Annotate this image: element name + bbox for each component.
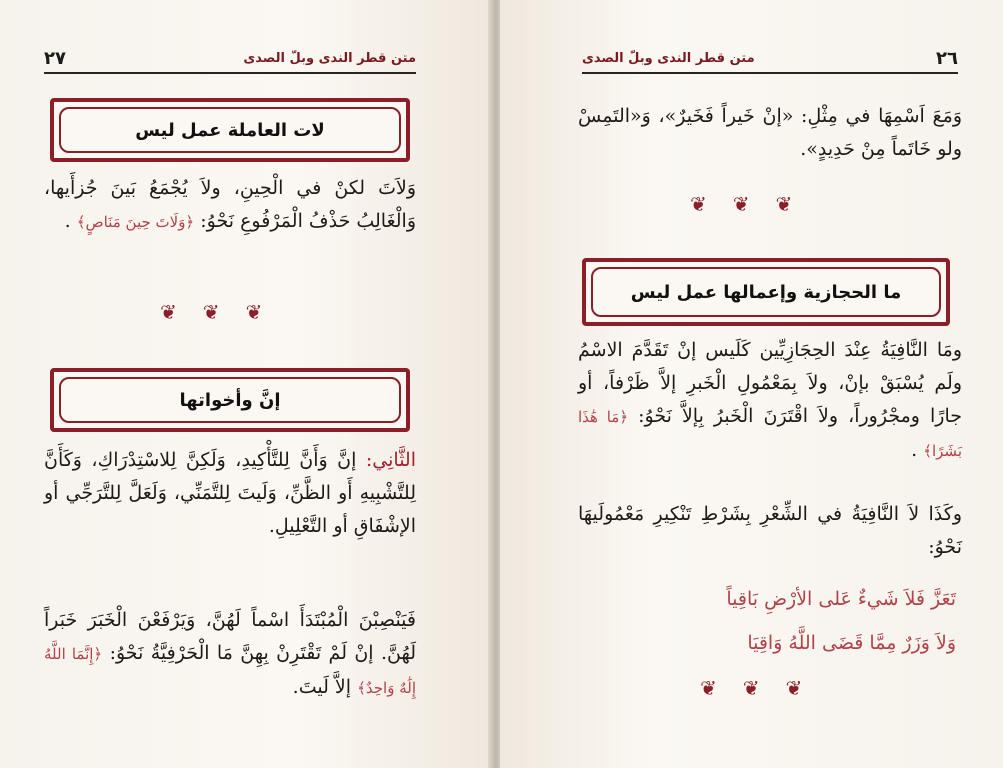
header-title: متن قطر الندى وبلّ الصدى [582, 50, 755, 66]
ornament-icon: ❦ [700, 676, 717, 700]
ornament-icon: ❦ [785, 676, 803, 700]
section-paragraph: ومَا النَّافِيَةُ عِنْدَ الحِجَازِيِّين كَلَيس إنْ تَقَدَّمَ الاسْمُ ولَم يُسْبَقْ بإنْ، ولاَ بِمَعْمُولِ الْخَبرِ إلاَّ ظَرْفاً، أو جارًا ومجْرُوراً، ولاَ اقْتَرَنَ الْخَبرُ بِإلاَّ نَحْوُ: ﴿مَا هَٰذَا بَشَرًا﴾ . [578, 339, 962, 461]
ornament-icon: ❦ [160, 300, 177, 324]
ornament-divider [690, 192, 792, 216]
header-rule [582, 72, 958, 74]
poetry-verse-line: وَلاَ وَزَرٌ مِمَّا قَضَى اللَّهُ وَاقِيَا [747, 632, 956, 654]
page-26 [500, 0, 1003, 768]
quran-quote: ﴿مَا هَٰذَا بَشَرًا﴾ [578, 408, 962, 460]
page-header [582, 46, 958, 70]
ornament-icon: ❦ [732, 192, 750, 216]
ornament-divider [700, 676, 802, 700]
section-paragraph [578, 498, 962, 564]
ornament-icon: ❦ [245, 300, 263, 324]
quran-quote: ﴿إِنَّمَا اللَّهُ إِلَٰهٌ وَاحِدٌ﴾ [44, 645, 416, 697]
ornament-icon: ❦ [775, 192, 793, 216]
section-paragraph [44, 604, 416, 705]
poetry-verse-line: تَعَزَّ فَلاَ شَيءٌ عَلى الأرْضِ بَاقِياً [726, 588, 956, 610]
section-title-box [582, 258, 950, 326]
quran-quote: ﴿وَلَاتَ حِينَ مَنَاصٍ﴾ [76, 213, 195, 231]
ornament-icon: ❦ [742, 676, 760, 700]
section-title: ما الحجازية وإعمالها عمل ليس [630, 281, 902, 303]
ornament-divider [160, 300, 262, 324]
header-rule [44, 72, 416, 74]
paragraph-text: وَمَعَ اَسْمِهَا في مِثْلِ: «إنْ خَيراً فَخَيرٌ»، وَ«التَمِسْ ولو خَاتَماً مِنْ حَدِيدٍ». [578, 105, 962, 160]
page-number: ٢٧ [44, 47, 66, 69]
paragraph-text: ومَا النَّافِيَةُ عِنْدَ الحِجَازِيِّين كَلَيس إنْ تَقَدَّمَ الاسْمُ ولَم يُسْبَقْ بإنْ، ولاَ بِمَعْمُولِ الْخَبرِ إلاَّ ظَرْفاً، أو جارًا ومجْرُوراً، ولاَ اقْتَرَنَ الْخَبرُ بِإلاَّ نَحْوُ: [578, 339, 962, 427]
paragraph-tail: إلاَّ لَيتَ. [292, 676, 352, 698]
section-paragraph: وَلاَتَ لكنْ في الْحِينِ، ولاَ يُجْمَعُ بَينَ جُزأَيها، وَالْغَالِبُ حَذْفُ الْمَرْفُوعِ نَحْوُ: ﴿وَلَاتَ حِينَ مَنَاصٍ﴾ . [44, 177, 416, 232]
section-title: إنَّ وأخواتها [179, 389, 281, 411]
paragraph-text: فَيَنْصِبْنَ الْمُبْتَدَأَ اسْماً لَهُنَّ، وَيَرْفَعْنَ الْخَبَرَ خَبَراً لَهُنَّ. إنْ لَمْ تَقْتَرِنْ بِهِنَّ مَا الْحَرْفِيَّةُ نَحْوُ: [44, 609, 416, 664]
page-number: ٢٦ [936, 47, 958, 69]
section-title-box [50, 368, 410, 432]
section-paragraph [44, 444, 416, 543]
paragraph-text: إنَّ وَأَنَّ لِلتَّأْكِيدِ، وَلَكِنَّ لِلاسْتِدْرَاكِ، وَكَأَنَّ لِلتَّشْبِيهِ أَو الظَّنِّ، وَلَيتَ لِلتَّمَنِّي، وَلَعَلَّ لِلتَّرَجِّي أو الإشْفَاقِ أو التَّعْلِيلِ. [44, 449, 416, 537]
section-label: الثَّانِي: [365, 449, 416, 471]
ornament-icon: ❦ [690, 192, 707, 216]
header-title: متن قطر الندى وبلّ الصدى [243, 50, 416, 66]
page-header [44, 46, 416, 70]
section-title-box [50, 98, 410, 162]
paragraph-text: وكَذَا لاَ النَّافِيَةُ في الشِّعْرِ بِشَرْطِ تَنْكِيرِ مَعْمُولَيهَا نَحْوُ: [578, 503, 962, 558]
paragraph-text: وَلاَتَ لكنْ في الْحِينِ، ولاَ يُجْمَعُ بَينَ جُزأَيها، وَالْغَالِبُ حَذْفُ الْمَرْفُوعِ نَحْوُ: [44, 177, 416, 232]
intro-paragraph [578, 100, 962, 166]
section-title: لات العاملة عمل ليس [135, 119, 325, 141]
ornament-icon: ❦ [202, 300, 220, 324]
page-27 [0, 0, 492, 768]
